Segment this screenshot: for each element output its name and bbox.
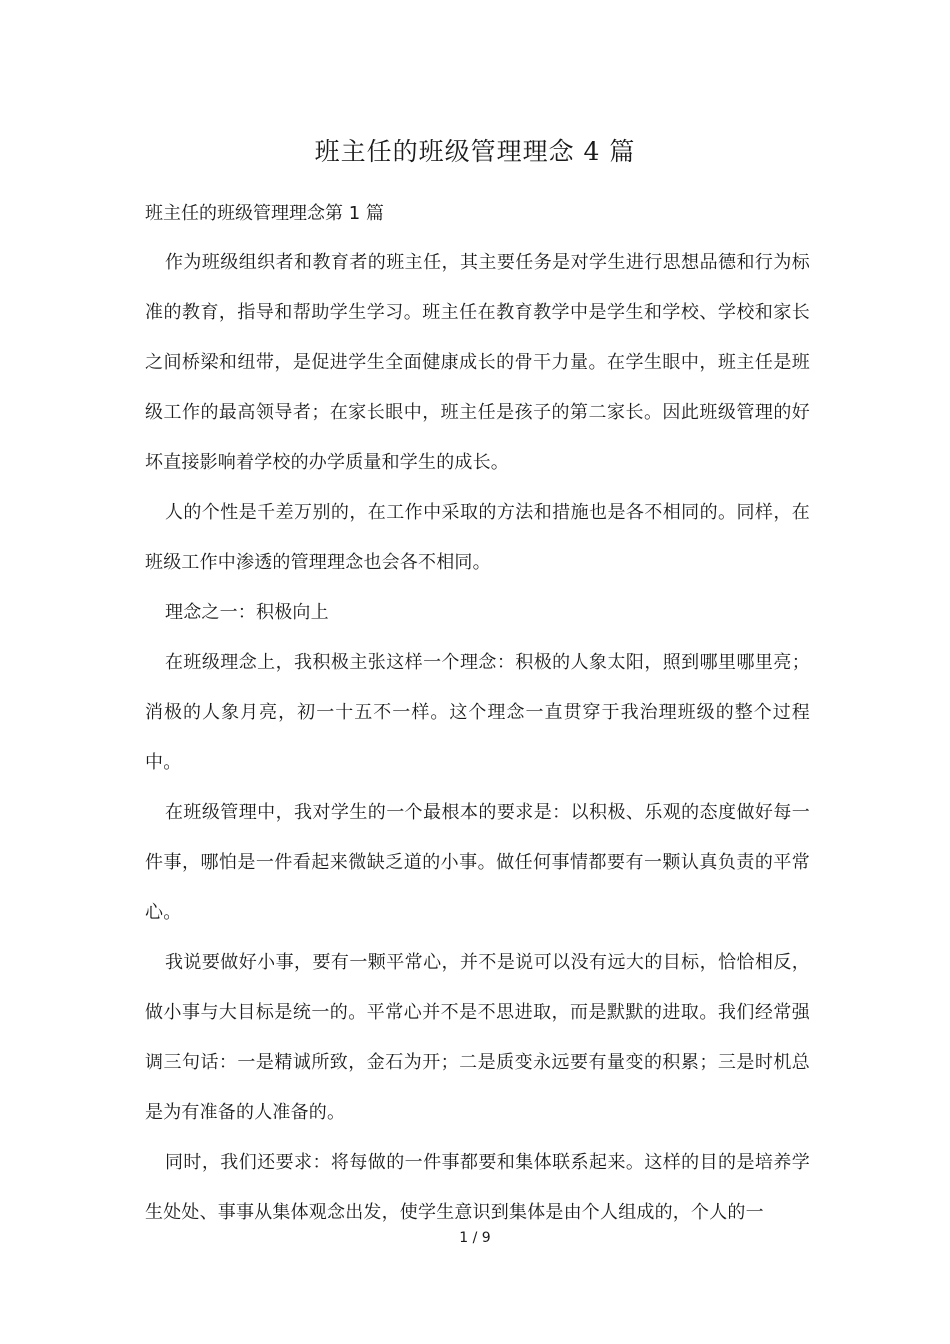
subheading-paragraph: 理念之一：积极向上 (165, 602, 329, 623)
paragraph: 作为班级组织者和教育者的班主任，其主要任务是对学生进行思想品德和行为标准的教育，指导和帮助学生学习。班主任在教育教学中是学生和学校、学校和家长之间桥梁和纽带，是促进学生全面健康成长的骨干力量。在学生眼中，班主任是班级工作的最高领导者；在家长眼中，班主任是孩子的第二家长。因此班级管理的好坏直接影响着学校的办学质量和学生的成长。 (145, 252, 810, 473)
paragraph: 同时，我们还要求：将每做的一件事都要和集体联系起来。这样的目的是培养学生处处、事事从集体观念出发，使学生意识到集体是由个人组成的，个人的一 (145, 1152, 810, 1223)
paragraph: 我说要做好小事，要有一颗平常心，并不是说可以没有远大的目标，恰恰相反，做小事与大目标是统一的。平常心并不是不思进取，而是默默的进取。我们经常强调三句话：一是精诚所致，金石为开；二是质变永远要有量变的积累；三是时机总是为有准备的人准备的。 (145, 952, 810, 1123)
paragraph: 在班级管理中，我对学生的一个最根本的要求是：以积极、乐观的态度做好每一件事，哪怕是一件看起来微缺乏道的小事。做任何事情都要有一颗认真负责的平常心。 (145, 802, 810, 923)
paragraph: 在班级理念上，我积极主张这样一个理念：积极的人象太阳，照到哪里哪里亮；消极的人象月亮，初一十五不一样。这个理念一直贯穿于我治理班级的整个过程中。 (145, 652, 810, 773)
section-heading: 班主任的班级管理理念第 1 篇 (145, 203, 384, 224)
paragraph: 人的个性是千差万别的，在工作中采取的方法和措施也是各不相同的。同样，在班级工作中渗透的管理理念也会各不相同。 (145, 502, 810, 573)
document-title: 班主任的班级管理理念 4 篇 (314, 137, 636, 166)
document-body (145, 198, 810, 1238)
page-number: 1 / 9 (459, 1230, 491, 1246)
